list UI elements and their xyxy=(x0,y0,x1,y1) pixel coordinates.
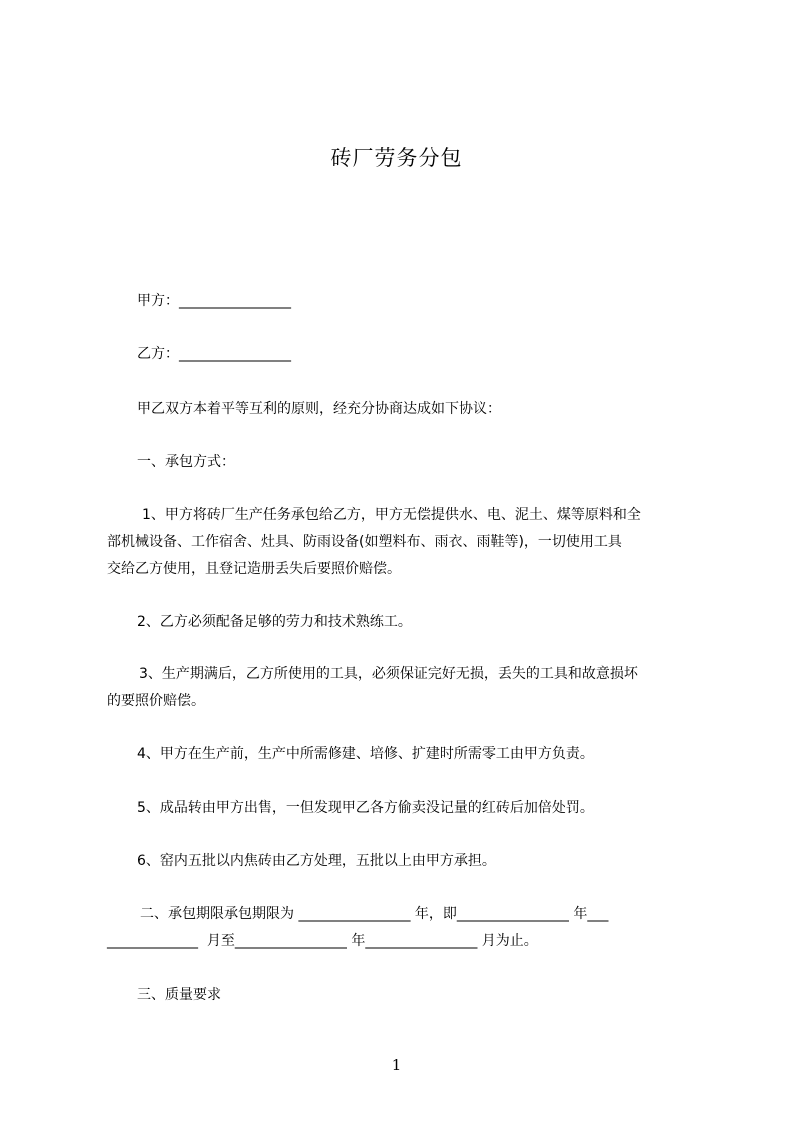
section3-heading: 三、质量要求 xyxy=(137,987,221,1003)
clause3-line1: 3、生产期满后，乙方所使用的工具，必须保证完好无损，丢失的工具和故意损坏 xyxy=(139,666,638,682)
clause6-paragraph: 6、窑内五批以内焦砖由乙方处理，五批以上由甲方承担。 xyxy=(137,853,496,869)
clause2-paragraph: 2、乙方必须配备足够的劳力和技术熟练工。 xyxy=(137,614,412,630)
clause1-line2: 部机械设备、工作宿舍、灶具、防雨设备(如塑料布、雨衣、雨鞋等)，一切使用工具 xyxy=(107,534,622,550)
section2-line1: 二、承包期限承包期限为 ________________ 年，即________________ 年___ xyxy=(140,906,609,922)
party-a-line: 甲方：________________ xyxy=(137,293,291,309)
intro-paragraph: 甲乙双方本着平等互利的原则，经充分协商达成如下协议： xyxy=(137,401,501,417)
clause4-paragraph: 4、甲方在生产前，生产中所需修建、培修、扩建时所需零工由甲方负责。 xyxy=(137,746,594,762)
section1-heading: 一、承包方式： xyxy=(137,454,235,470)
page-number: 1 xyxy=(391,1056,402,1074)
party-b-line: 乙方：________________ xyxy=(137,346,291,362)
clause3-line2: 的要照价赔偿。 xyxy=(107,693,205,709)
document-title: 砖厂劳务分包 xyxy=(330,146,463,170)
section2-line2: _____________ 月至________________ 年________________ 月为止。 xyxy=(107,933,538,949)
clause5-paragraph: 5、成品转由甲方出售，一但发现甲乙各方偷卖没记量的红砖后加倍处罚。 xyxy=(137,800,594,816)
clause1-line3: 交给乙方使用，且登记造册丢失后要照价赔偿。 xyxy=(107,561,401,577)
clause1-line1: 1、甲方将砖厂生产任务承包给乙方，甲方无偿提供水、电、泥土、煤等原料和全 xyxy=(142,507,641,523)
